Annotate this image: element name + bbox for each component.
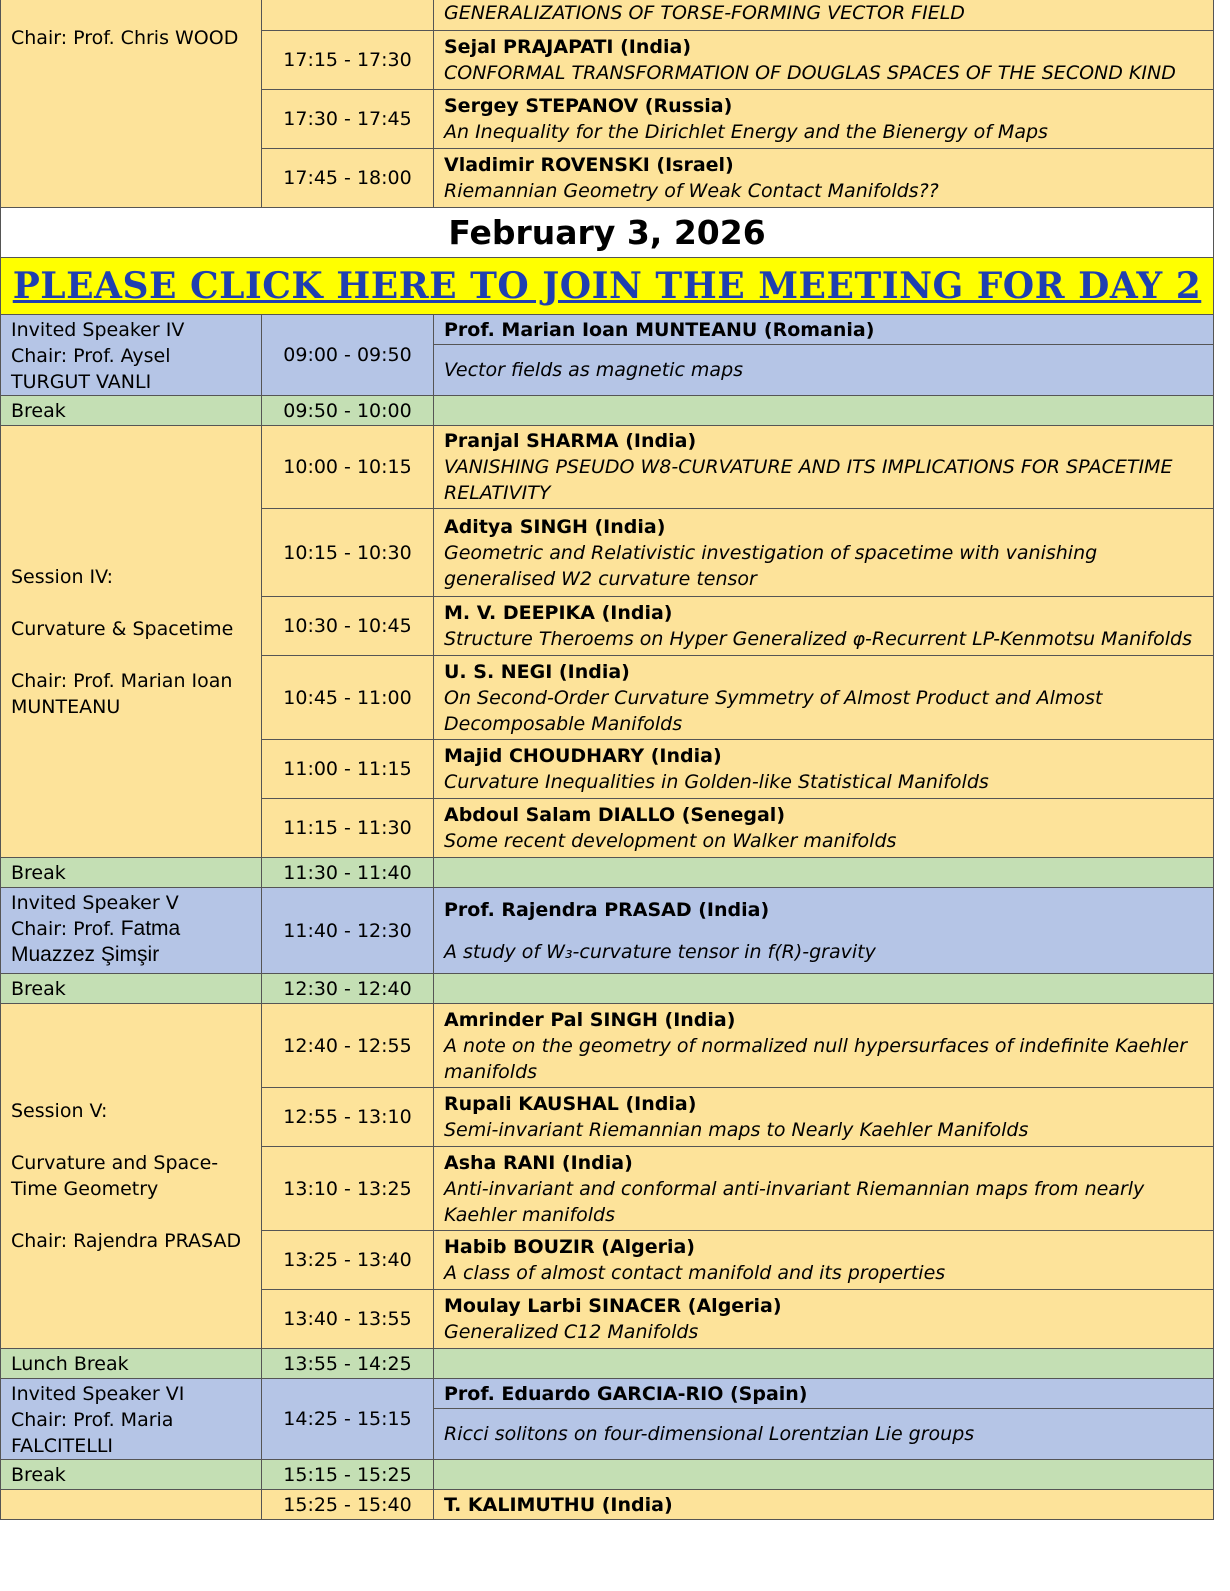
- session-label: Session V:: [11, 1100, 108, 1122]
- talk-title: A note on the geometry of normalized null hypersurfaces of indefinite Kaehler manifolds: [444, 1034, 1188, 1083]
- spacer: [11, 642, 251, 668]
- chair-name: Muazzez Şimşir: [11, 943, 160, 966]
- speaker-name: U. S. NEGI (India): [444, 660, 630, 683]
- time-cell: 13:10 - 13:25: [262, 1147, 434, 1231]
- time-cell: 12:40 - 12:55: [262, 1004, 434, 1088]
- talk-title: Riemannian Geometry of Weak Contact Manifolds??: [444, 180, 939, 202]
- spacer: [11, 1202, 251, 1228]
- talk-cell: [434, 0, 1214, 31]
- talk-cell: [434, 149, 1214, 208]
- talk-cell: [434, 597, 1214, 656]
- talk-cell: [434, 1147, 1214, 1231]
- break-row: [1, 1460, 1214, 1490]
- talk-title: A class of almost contact manifold and its properties: [444, 1262, 946, 1284]
- break-label: Break: [1, 1460, 262, 1490]
- session-label: Session IV:: [11, 565, 113, 588]
- session-topic: Curvature and Space-Time Geometry: [11, 1152, 219, 1200]
- time-cell: 12:55 - 13:10: [262, 1088, 434, 1147]
- session-cell: [1, 1004, 262, 1349]
- speaker-name: Asha RANI (India): [444, 1151, 633, 1174]
- speaker-name: Abdoul Salam DIALLO (Senegal): [444, 804, 785, 826]
- day-date: February 3, 2026: [1, 208, 1214, 258]
- join-cell: [1, 258, 1214, 315]
- speaker-name: Amrinder Pal SINGH (India): [444, 1008, 736, 1031]
- break-label: Lunch Break: [1, 1349, 262, 1379]
- time-cell: 10:15 - 10:30: [262, 509, 434, 597]
- speaker-cell: [434, 1379, 1214, 1409]
- talk-cell: [434, 1088, 1214, 1147]
- speaker-name: Prof. Eduardo GARCIA-RIO (Spain): [444, 1382, 808, 1405]
- talk-title: An Inequality for the Dirichlet Energy and the Bienergy of Maps: [444, 121, 1048, 143]
- chair-label: Chair: Prof. Marian Ioan MUNTEANU: [11, 669, 233, 718]
- time-cell: 10:00 - 10:15: [262, 426, 434, 509]
- chair-prefix: Chair: Prof.: [11, 918, 121, 940]
- session-topic: Curvature & Spacetime: [11, 617, 234, 640]
- schedule-row: [1, 1004, 1214, 1088]
- talk-title: Vector fields as magnetic maps: [444, 359, 744, 382]
- chair-label: Chair: Prof. Chris WOOD: [11, 27, 239, 49]
- invited-cell: [1, 315, 262, 396]
- session-cell: [1, 426, 262, 858]
- schedule-row: [1, 426, 1214, 509]
- break-label: Break: [1, 858, 262, 888]
- spacer: [11, 1124, 251, 1150]
- talk-title: Some recent development on Walker manifolds: [444, 830, 897, 852]
- invited-label: Invited Speaker VI: [11, 1383, 185, 1405]
- talk-title: Structure Theroems on Hyper Generalized φ-Recurrent LP-Kenmotsu Manifolds: [444, 628, 1192, 650]
- time-cell: [262, 0, 434, 31]
- talk-cell: [434, 740, 1214, 799]
- speaker-name: Prof. Rajendra PRASAD (India): [444, 898, 770, 921]
- break-row: [1, 974, 1214, 1004]
- speaker-cell: [434, 315, 1214, 345]
- time-cell: 11:15 - 11:30: [262, 799, 434, 858]
- schedule-row: [1, 0, 1214, 31]
- chair-cell: [1, 0, 262, 208]
- join-row: [1, 258, 1214, 315]
- talk-cell: [434, 656, 1214, 740]
- talk-title: Generalized C12 Manifolds: [444, 1321, 699, 1343]
- time-cell: 13:55 - 14:25: [262, 1349, 434, 1379]
- empty-cell: [434, 858, 1214, 888]
- speaker-name: T. KALIMUTHU (India): [444, 1493, 673, 1516]
- time-cell: 09:00 - 09:50: [262, 315, 434, 396]
- talk-cell: [434, 426, 1214, 509]
- speaker-name: Moulay Larbi SINACER (Algeria): [444, 1295, 782, 1317]
- talk-cell: [434, 509, 1214, 597]
- talk-cell: [434, 1409, 1214, 1460]
- talk-cell: [434, 90, 1214, 149]
- talk-title: Anti-invariant and conformal anti-invariant Riemannian maps from nearly Kaehler manifolds: [444, 1177, 1145, 1226]
- speaker-name: Aditya SINGH (India): [444, 515, 666, 538]
- talk-title: Curvature Inequalities in Golden-like Statistical Manifolds: [444, 771, 989, 793]
- talk-cell: [434, 31, 1214, 90]
- time-cell: 10:45 - 11:00: [262, 656, 434, 740]
- chair-name: Fatma: [120, 917, 181, 940]
- talk-cell: [434, 1290, 1214, 1349]
- break-label: Break: [1, 396, 262, 426]
- invited-row: [1, 315, 1214, 345]
- break-row: [1, 1349, 1214, 1379]
- chair-label: Chair: Prof. Maria FALCITELLI: [11, 1409, 174, 1457]
- talk-title: Geometric and Relativistic investigation of spacetime with vanishing generalised W2 curvature tensor: [444, 541, 1098, 590]
- time-cell: 17:15 - 17:30: [262, 31, 434, 90]
- chair-label: [11, 916, 251, 942]
- invited-label: Invited Speaker V: [11, 892, 179, 914]
- empty-cell: [434, 396, 1214, 426]
- time-cell: 14:25 - 15:15: [262, 1379, 434, 1460]
- speaker-name: Rupali KAUSHAL (India): [444, 1093, 697, 1115]
- talk-title: Ricci solitons on four-dimensional Lorentzian Lie groups: [444, 1423, 975, 1446]
- invited-cell: [1, 888, 262, 974]
- invited-row: [1, 1379, 1214, 1409]
- join-meeting-link[interactable]: PLEASE CLICK HERE TO JOIN THE MEETING FOR DAY 2: [12, 265, 1202, 307]
- time-cell: 13:25 - 13:40: [262, 1231, 434, 1290]
- time-cell: 15:25 - 15:40: [262, 1490, 434, 1520]
- talk-cell: [434, 1490, 1214, 1520]
- break-row: [1, 858, 1214, 888]
- talk-title: A study of W₃-curvature tensor in f(R)-gravity: [444, 940, 876, 963]
- speaker-name: Sergey STEPANOV (Russia): [444, 95, 733, 117]
- speaker-name: Pranjal SHARMA (India): [444, 430, 697, 452]
- empty-cell: [434, 974, 1214, 1004]
- time-cell: 12:30 - 12:40: [262, 974, 434, 1004]
- speaker-name: M. V. DEEPIKA (India): [444, 602, 673, 624]
- talk-cell: [434, 1231, 1214, 1290]
- talk-title: Semi-invariant Riemannian maps to Nearly Kaehler Manifolds: [444, 1119, 1029, 1141]
- chair-label: Chair: Rajendra PRASAD: [11, 1230, 242, 1252]
- time-cell: 17:30 - 17:45: [262, 90, 434, 149]
- speaker-name: Habib BOUZIR (Algeria): [444, 1236, 695, 1258]
- session-cell: [1, 1490, 262, 1520]
- talk-cell: [434, 1004, 1214, 1088]
- time-cell: 11:40 - 12:30: [262, 888, 434, 974]
- break-label: Break: [1, 974, 262, 1004]
- time-cell: 17:45 - 18:00: [262, 149, 434, 208]
- empty-cell: [434, 1460, 1214, 1490]
- talk-title: GENERALIZATIONS OF TORSE-FORMING VECTOR FIELD: [444, 2, 965, 24]
- time-cell: 09:50 - 10:00: [262, 396, 434, 426]
- speaker-name: Vladimir ROVENSKI (Israel): [444, 154, 734, 176]
- invited-label: Invited Speaker IV: [11, 319, 185, 341]
- time-cell: 10:30 - 10:45: [262, 597, 434, 656]
- talk-cell: [434, 888, 1214, 974]
- talk-title: On Second-Order Curvature Symmetry of Almost Product and Almost Decomposable Manifolds: [444, 686, 1103, 735]
- talk-title: VANISHING PSEUDO W8-CURVATURE AND ITS IMPLICATIONS FOR SPACETIME RELATIVITY: [444, 456, 1173, 504]
- invited-row: [1, 888, 1214, 974]
- invited-cell: [1, 1379, 262, 1460]
- speaker-name: Majid CHOUDHARY (India): [444, 745, 722, 767]
- schedule-row: [1, 1490, 1214, 1520]
- speaker-name: Prof. Marian Ioan MUNTEANU (Romania): [444, 318, 875, 341]
- talk-cell: [434, 799, 1214, 858]
- time-cell: 11:00 - 11:15: [262, 740, 434, 799]
- talk-title: CONFORMAL TRANSFORMATION OF DOUGLAS SPACES OF THE SECOND KIND: [444, 62, 1176, 84]
- time-cell: 15:15 - 15:25: [262, 1460, 434, 1490]
- time-cell: 13:40 - 13:55: [262, 1290, 434, 1349]
- empty-cell: [434, 1349, 1214, 1379]
- date-row: [1, 208, 1214, 258]
- chair-label: Chair: Prof. Aysel TURGUT VANLI: [11, 345, 171, 393]
- talk-cell: [434, 345, 1214, 396]
- spacer: [11, 590, 251, 616]
- break-row: [1, 396, 1214, 426]
- time-cell: 11:30 - 11:40: [262, 858, 434, 888]
- speaker-name: Sejal PRAJAPATI (India): [444, 36, 692, 58]
